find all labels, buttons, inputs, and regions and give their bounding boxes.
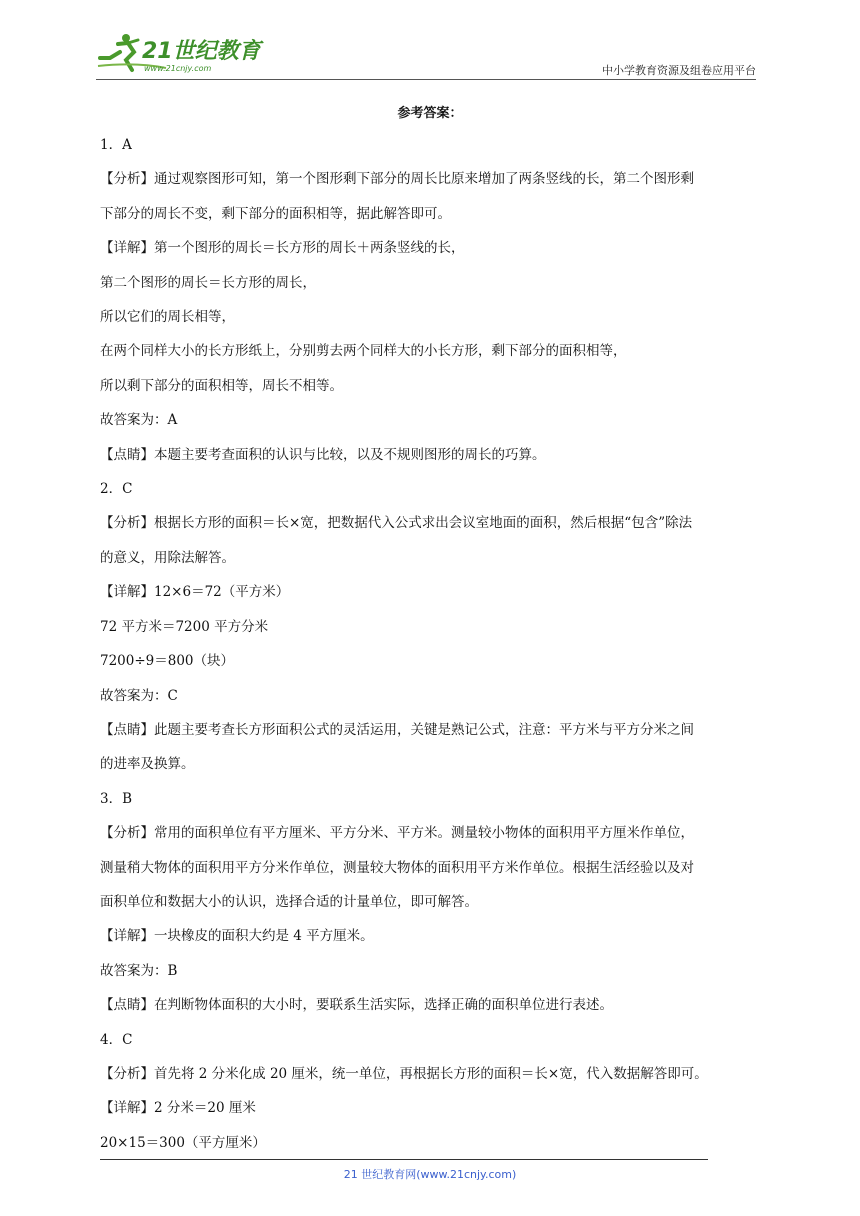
answer-content [100,128,762,1160]
text-line: 1．A [100,137,132,153]
text-line: 2．C [100,481,133,498]
text-line: 【详解】第一个图形的周长＝长方形的周长＋两条竖线的长， [100,240,465,257]
text-line: 故答案为：C [100,687,178,704]
page-footer[interactable]: 21 世纪教育网(www.21cnjy.com) [343,1168,517,1181]
text-line: 故答案为：B [100,962,178,979]
text-line: 【详解】12×6＝72（平方米） [100,584,290,601]
svg-text:21世纪教育: 21世纪教育 [142,39,261,64]
header-divider [96,79,756,80]
page-title: 参考答案： [397,106,463,121]
svg-text:www.21cnjy.com: www.21cnjy.com [144,64,212,73]
site-logo [96,30,266,74]
text-line: 面积单位和数据大小的认识，选择合适的计量单位，即可解答。 [100,893,478,910]
text-line: 72 平方米＝7200 平方分米 [100,618,269,635]
text-line: 【分析】通过观察图形可知，第一个图形剩下部分的周长比原来增加了两条竖线的长，第二个图形剩 [100,171,694,188]
footer-divider [100,1159,708,1160]
text-line: 【分析】首先将 2 分米化成 20 厘米，统一单位，再根据长方形的面积＝长×宽，代入数据解答即可。 [100,1065,708,1082]
text-line: 【点睛】在判断物体面积的大小时，要联系生活实际，选择正确的面积单位进行表述。 [100,997,613,1014]
text-line: 故答案为：A [100,412,178,429]
text-line: 【点睛】此题主要考查长方形面积公式的灵活运用，关键是熟记公式，注意：平方米与平方分米之间 [100,721,694,738]
text-line: 4．C [100,1031,133,1048]
text-line: 的意义，用除法解答。 [100,549,235,566]
text-line: 第二个图形的周长＝长方形的周长， [100,274,316,291]
text-line: 的进率及换算。 [100,756,195,773]
text-line: 7200÷9＝800（块） [100,653,235,670]
text-line: 测量稍大物体的面积用平方分米作单位，测量较大物体的面积用平方米作单位。根据生活经验以及对 [100,859,694,876]
text-line: 在两个同样大小的长方形纸上，分别剪去两个同样大的小长方形，剩下部分的面积相等， [100,343,627,360]
text-line: 【点睛】本题主要考查面积的认识与比较，以及不规则图形的周长的巧算。 [100,446,546,463]
text-line: 【详解】一块橡皮的面积大约是 4 平方厘米。 [100,928,374,945]
text-line: 【详解】2 分米＝20 厘米 [100,1100,256,1117]
page-header [96,30,756,80]
text-line: 3．B [100,790,133,807]
platform-name: 中小学教育资源及组卷应用平台 [602,64,756,77]
text-line: 【分析】常用的面积单位有平方厘米、平方分米、平方米。测量较小物体的面积用平方厘米作单位， [100,825,694,842]
text-line: 所以它们的周长相等， [100,309,235,326]
text-line: 所以剩下部分的面积相等，周长不相等。 [100,377,343,394]
text-line: 【分析】根据长方形的面积＝长×宽，把数据代入公式求出会议室地面的面积，然后根据“包含”除法 [100,515,693,532]
text-line: 20×15＝300（平方厘米） [100,1134,266,1151]
text-line: 下部分的周长不变，剩下部分的面积相等，据此解答即可。 [100,205,451,222]
